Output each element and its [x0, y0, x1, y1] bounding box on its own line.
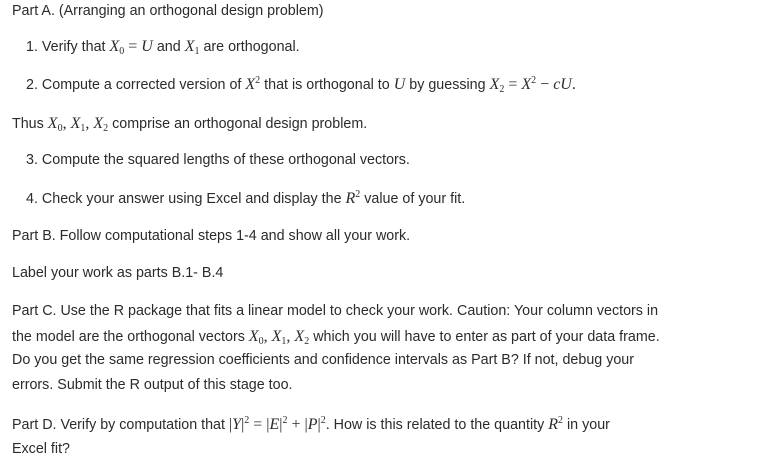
part-d-line-1: [12, 416, 610, 434]
math-x1: $X_1$: [184, 38, 200, 57]
thus-text-post: comprise an orthogonal design problem.: [112, 116, 368, 132]
part-c-line-4: errors. Submit the R output of this stage too.: [12, 377, 293, 393]
part-c-line-2: [12, 328, 660, 346]
part-c-line-1: Part C. Use the R package that fits a linear model to check your work. Caution: Your column vectors in: [12, 303, 659, 319]
step-3: [26, 152, 410, 168]
step-3-number: 3.: [26, 152, 38, 168]
part-c-line-2-pre: the model are the orthogonal vectors: [12, 329, 245, 345]
step-2-text-mid1: that is orthogonal to: [264, 77, 390, 93]
part-d-text-mid: . How is this related to the quantity: [325, 417, 545, 433]
math-x-squared: $X^2$: [245, 75, 261, 93]
step-2-text-pre: Compute a corrected version of: [41, 77, 242, 93]
part-d-text-pre: Part D. Verify by computation that: [12, 417, 225, 433]
step-3-text: Compute the squared lengths of these orthogonal vectors.: [41, 152, 410, 168]
math-r-squared-d: $R^2$: [548, 415, 564, 433]
math-r-squared: $R^2$: [345, 189, 361, 207]
step-4: [26, 190, 465, 208]
part-b-text: Part B. Follow computational steps 1-4 and show all your work.: [12, 228, 411, 244]
part-a-heading: Part A. (Arranging an orthogonal design problem): [12, 3, 324, 19]
math-x2-formula: $X_2 = X^2$ − cU.: [489, 75, 576, 95]
math-u: U: [393, 76, 406, 93]
step-2: [26, 76, 576, 94]
thus-line: [12, 115, 367, 133]
step-1-text-post: are orthogonal.: [203, 39, 300, 55]
part-c-line-2-post: which you will have to enter as part of your data frame.: [313, 329, 660, 345]
step-4-number: 4.: [26, 191, 38, 207]
part-c-line-3: Do you get the same regression coefficients and confidence intervals as Part B? If not, debug your: [12, 352, 635, 368]
step-1-text-pre: Verify that: [41, 39, 106, 55]
step-1-number: 1.: [26, 39, 38, 55]
math-norm-identity: $|Y|^2 = |E|^2 + |P|^2$: [228, 415, 326, 433]
math-orthogonal-vectors: $X_0$, $X_1$, $X_2$: [248, 328, 310, 347]
step-2-number: 2.: [26, 77, 38, 93]
step-4-text-pre: Check your answer using Excel and display the: [41, 191, 342, 207]
part-b-label: Label your work as parts B.1- B.4: [12, 265, 224, 281]
part-d-line-2: Excel fit?: [12, 441, 71, 457]
math-x0-eq-u: $X_0 = U$: [109, 38, 153, 57]
thus-text-pre: Thus: [12, 116, 44, 132]
step-4-text-post: value of your fit.: [364, 191, 466, 207]
math-x0-x1-x2: $X_0$, $X_1$, $X_2$: [47, 115, 109, 134]
part-d-text-post: in your: [567, 417, 610, 433]
step-1: [26, 38, 300, 56]
step-2-text-mid2: by guessing: [409, 77, 486, 93]
step-1-text-mid: and: [156, 39, 181, 55]
